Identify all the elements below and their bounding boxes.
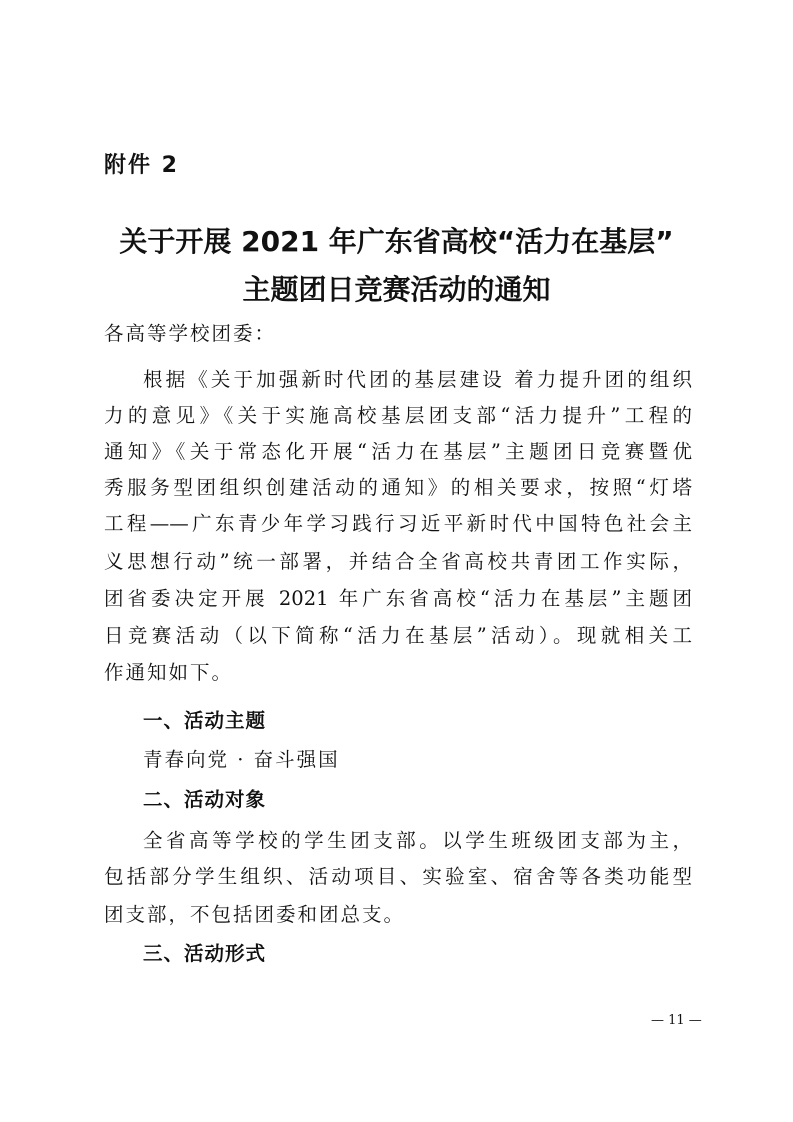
section-heading-theme: 一、活动主题 xyxy=(143,709,267,732)
body-paragraph-line: 力的意见》《关于实施高校基层团支部“活力提升”工程的 xyxy=(104,404,692,427)
body-paragraph-line: 根据《关于加强新时代团的基层建设 着力提升团的组织 xyxy=(143,368,692,391)
body-paragraph-line: 通知》《关于常态化开展“活力在基层”主题团日竞赛暨优 xyxy=(104,440,692,463)
body-paragraph-line: 团省委决定开展 2021 年广东省高校“活力在基层”主题团 xyxy=(104,587,692,610)
body-paragraph-line: 全省高等学校的学生团支部。以学生班级团支部为主， xyxy=(143,829,692,852)
body-paragraph-line: 作通知如下。 xyxy=(104,661,234,684)
body-paragraph-line: 日竞赛活动（以下简称“活力在基层”活动）。现就相关工 xyxy=(104,624,692,647)
document-title-line-1: 关于开展 2021 年广东省高校“活力在基层” xyxy=(119,225,674,258)
attachment-label: 附件 2 xyxy=(104,153,179,178)
page-number: — 11 — xyxy=(651,1013,702,1028)
document-title-line-2: 主题团日竞赛活动的通知 xyxy=(242,273,551,306)
theme-text: 青春向党 · 奋斗强国 xyxy=(143,748,340,771)
body-paragraph-line: 团支部，不包括团委和团总支。 xyxy=(104,903,406,926)
section-heading-target: 二、活动对象 xyxy=(143,788,267,811)
body-paragraph-line: 义思想行动”统一部署，并结合全省高校共青团工作实际， xyxy=(104,550,692,573)
body-paragraph-line: 工程——广东青少年学习践行习近平新时代中国特色社会主 xyxy=(104,512,692,535)
salutation: 各高等学校团委： xyxy=(104,322,277,345)
body-paragraph-line: 秀服务型团组织创建活动的通知》的相关要求，按照“灯塔 xyxy=(104,476,692,499)
section-heading-format: 三、活动形式 xyxy=(143,942,267,965)
body-paragraph-line: 包括部分学生组织、活动项目、实验室、宿舍等各类功能型 xyxy=(104,865,692,888)
